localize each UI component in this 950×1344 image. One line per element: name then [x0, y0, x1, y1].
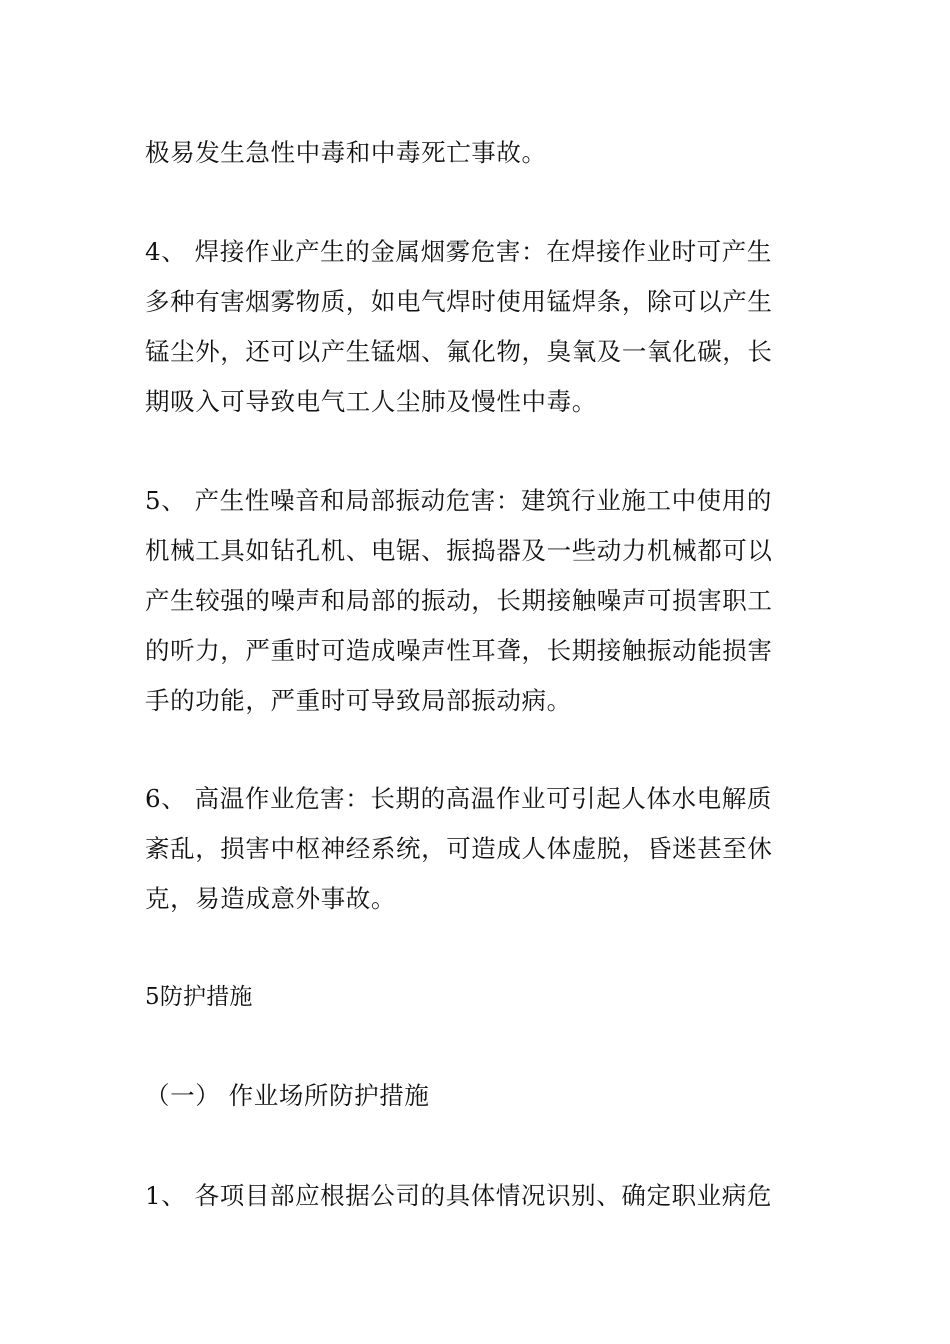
paragraph-4-line-2: 多种有害烟雾物质，如电气焊时使用锰焊条，除可以产生	[145, 287, 773, 316]
paragraph-3-line-end: 极易发生急性中毒和中毒死亡事故。	[145, 138, 547, 167]
paragraph-4-line-4: 期吸入可导致电气工人尘肺及慢性中毒。	[145, 387, 597, 416]
item-1-line-1: 1、 各项目部应根据公司的具体情况识别、确定职业病危	[145, 1181, 772, 1210]
paragraph-5-line-3: 产生较强的噪声和局部的振动，长期接触噪声可损害职工	[145, 586, 773, 615]
paragraph-4-line-3: 锰尘外，还可以产生锰烟、氟化物，臭氧及一氧化碳，长	[145, 337, 773, 366]
paragraph-6-line-2: 紊乱，损害中枢神经系统，可造成人体虚脱，昏迷甚至休	[145, 834, 773, 863]
paragraph-5-line-2: 机械工具如钻孔机、电锯、振捣器及一些动力机械都可以	[145, 536, 773, 565]
subsection-heading: （一） 作业场所防护措施	[145, 1081, 430, 1110]
paragraph-5-line-5: 手的功能，严重时可导致局部振动病。	[145, 686, 572, 715]
paragraph-6-line-1: 6、 高温作业危害：长期的高温作业可引起人体水电解质	[145, 784, 772, 813]
paragraph-6-line-3: 克，易造成意外事故。	[145, 884, 396, 913]
section-heading: 5防护措施	[145, 984, 253, 1010]
paragraph-4-line-1: 4、 焊接作业产生的金属烟雾危害：在焊接作业时可产生	[145, 237, 772, 266]
paragraph-5-line-1: 5、 产生性噪音和局部振动危害：建筑行业施工中使用的	[145, 486, 772, 515]
paragraph-5-line-4: 的听力，严重时可造成噪声性耳聋，长期接触振动能损害	[145, 636, 773, 665]
